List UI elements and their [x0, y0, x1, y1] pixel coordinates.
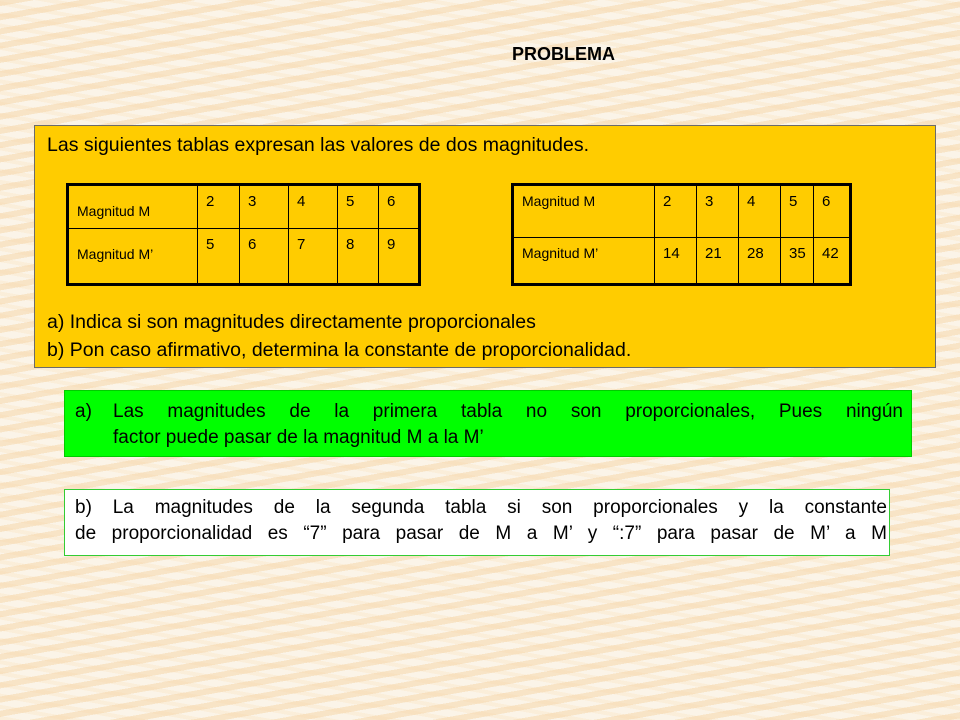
- answer-b-box: [64, 489, 890, 556]
- table-cell: 7: [289, 229, 338, 285]
- table-row: [513, 185, 851, 238]
- table-cell: 5: [338, 185, 379, 229]
- table-row: [513, 238, 851, 285]
- answer-a-text: [113, 399, 903, 451]
- row-label: Magnitud M: [68, 185, 198, 229]
- row-label: Magnitud M: [513, 185, 655, 238]
- answer-a-line: Las magnitudes de la primera tabla no son proporcionales, Pues ningún: [113, 401, 903, 422]
- slide-title: PROBLEMA: [512, 44, 615, 64]
- table-cell: 6: [814, 185, 851, 238]
- table-cell: 2: [198, 185, 240, 229]
- table-cell: 2: [655, 185, 697, 238]
- answer-b-text: [75, 495, 887, 547]
- table-cell: 14: [655, 238, 697, 285]
- problem-box: [34, 125, 936, 368]
- table-cell: 28: [739, 238, 781, 285]
- answer-a-line: factor puede pasar de la magnitud M a la M’: [113, 427, 484, 448]
- table-cell: 5: [781, 185, 814, 238]
- table-cell: 5: [198, 229, 240, 285]
- questions: [47, 308, 631, 364]
- question-b: b) Pon caso afirmativo, determina la constante de proporcionalidad.: [47, 339, 632, 361]
- table-cell: 6: [379, 185, 420, 229]
- row-label: Magnitud M’: [68, 229, 198, 285]
- table-cell: 9: [379, 229, 420, 285]
- table-cell: 4: [289, 185, 338, 229]
- table-first: [66, 183, 421, 286]
- table-cell: 21: [697, 238, 739, 285]
- table-cell: 42: [814, 238, 851, 285]
- problem-intro: Las siguientes tablas expresan las valores de dos magnitudes.: [47, 134, 589, 156]
- table-cell: 3: [240, 185, 289, 229]
- table-cell: 4: [739, 185, 781, 238]
- table-row: [68, 229, 420, 285]
- table-cell: 6: [240, 229, 289, 285]
- table-cell: 35: [781, 238, 814, 285]
- table-row: [68, 185, 420, 229]
- row-label: Magnitud M’: [513, 238, 655, 285]
- answer-a-box: [64, 390, 912, 457]
- table-cell: 8: [338, 229, 379, 285]
- answer-a-marker: a): [75, 401, 92, 422]
- table-cell: 3: [697, 185, 739, 238]
- question-a: a) Indica si son magnitudes directamente proporcionales: [47, 311, 536, 333]
- answer-b-line: b) La magnitudes de la segunda tabla si son proporcionales y la constante: [75, 497, 887, 518]
- answer-b-line: de proporcionalidad es “7” para pasar de M a M’ y “:7” para pasar de M’ a M: [75, 523, 887, 544]
- table-second: [511, 183, 852, 286]
